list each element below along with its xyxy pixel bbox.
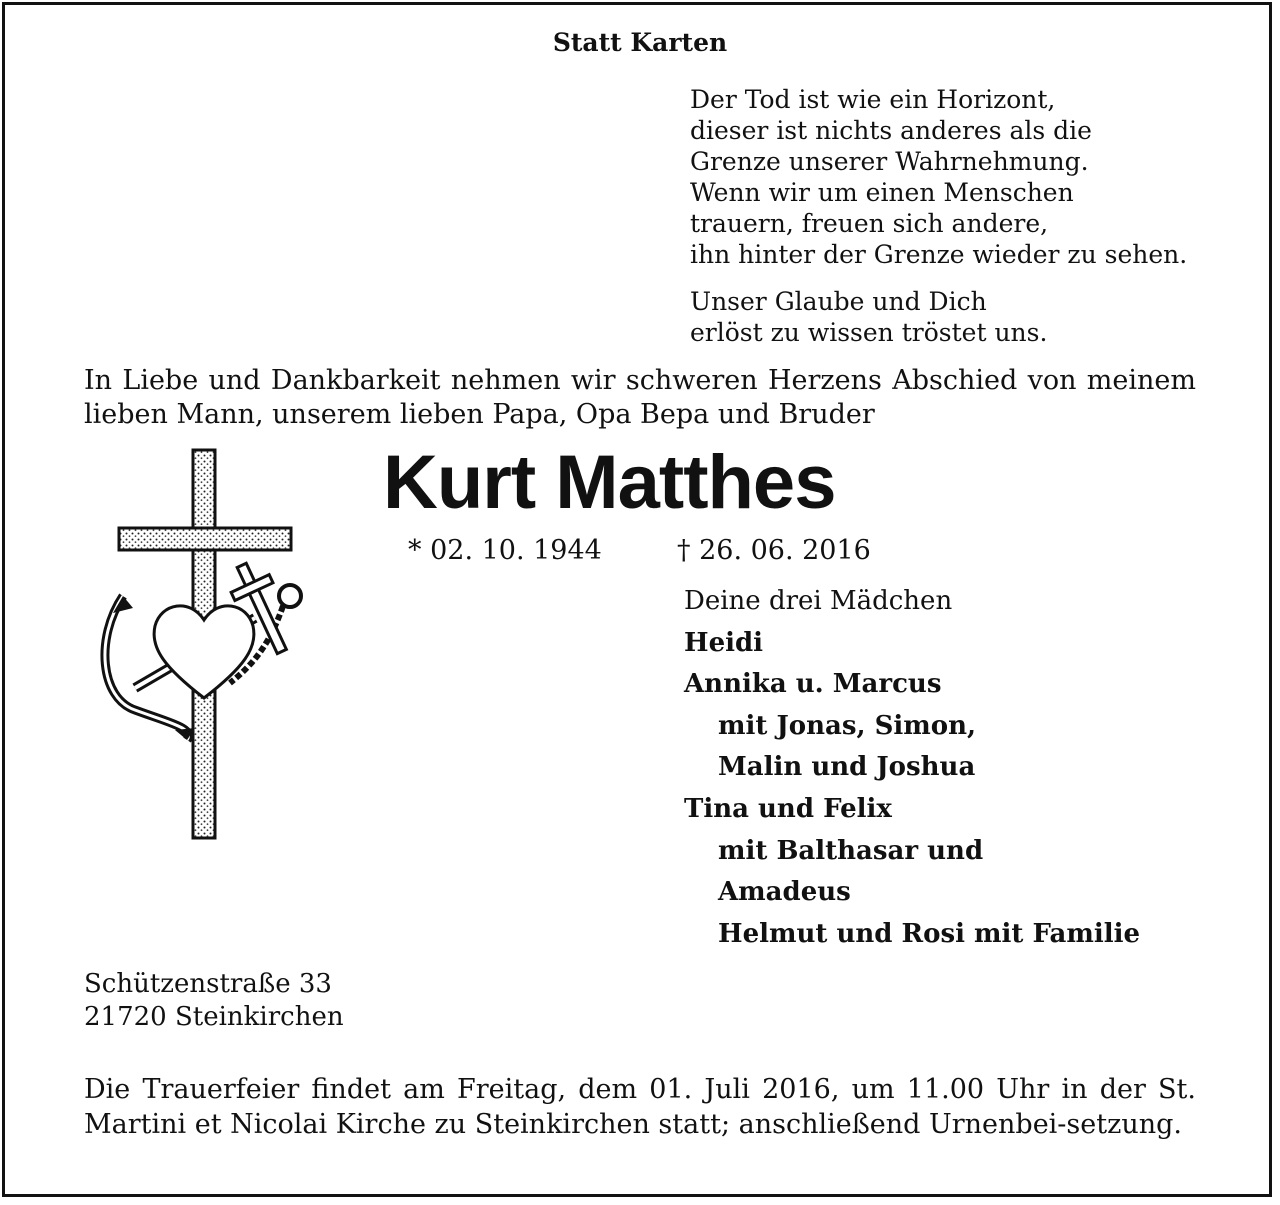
header-statt-karten: Statt Karten [552, 28, 728, 57]
intro-text: In Liebe und Dankbarkeit nehmen wir schweren Herzens Abschied von meinem lieben Mann, unserem lieben Papa, Opa Bepa und Bruder [84, 365, 1196, 430]
family-member: Tina und Felix [684, 793, 892, 824]
poem-line: erlöst zu wissen tröstet uns. [690, 318, 1048, 347]
poem [690, 84, 1187, 348]
poem-line: Unser Glaube und Dich [690, 287, 987, 316]
poem-line: Grenze unserer Wahrnehmung. [690, 147, 1089, 176]
family-heading: Deine drei Mädchen [684, 586, 953, 616]
poem-line: Wenn wir um einen Menschen [690, 178, 1074, 207]
cross-heart-anchor-icon [95, 448, 315, 840]
family-list [684, 582, 1140, 956]
address-street: Schützenstraße 33 [84, 969, 332, 999]
poem-line: ihn hinter der Grenze wieder zu sehen. [690, 240, 1188, 269]
death-date: † 26. 06. 2016 [677, 535, 871, 566]
family-member: Annika u. Marcus [684, 669, 942, 700]
poem-line: Der Tod ist wie ein Horizont, [690, 85, 1056, 114]
family-member: mit Jonas, Simon, [718, 710, 977, 741]
family-member: Malin und Joshua [718, 752, 976, 783]
family-member: Heidi [684, 627, 764, 658]
poem-line: trauern, freuen sich andere, [690, 209, 1049, 238]
family-member: Helmut und Rosi mit Familie [718, 918, 1141, 949]
funeral-notice: Die Trauerfeier findet am Freitag, dem 01. Juli 2016, um 11.00 Uhr in der St. Martini et Nicolai Kirche zu Steinkirchen statt; anschließend Urnenbei-setzung. [84, 1074, 1196, 1140]
address [84, 968, 344, 1034]
birth-date: * 02. 10. 1944 [408, 535, 602, 566]
poem-line: dieser ist nichts anderes als die [690, 116, 1092, 145]
deceased-name: Kurt Matthes [383, 440, 836, 525]
family-member: Amadeus [718, 877, 851, 908]
address-city: 21720 Steinkirchen [84, 1002, 344, 1032]
family-member: mit Balthasar und [718, 835, 984, 866]
